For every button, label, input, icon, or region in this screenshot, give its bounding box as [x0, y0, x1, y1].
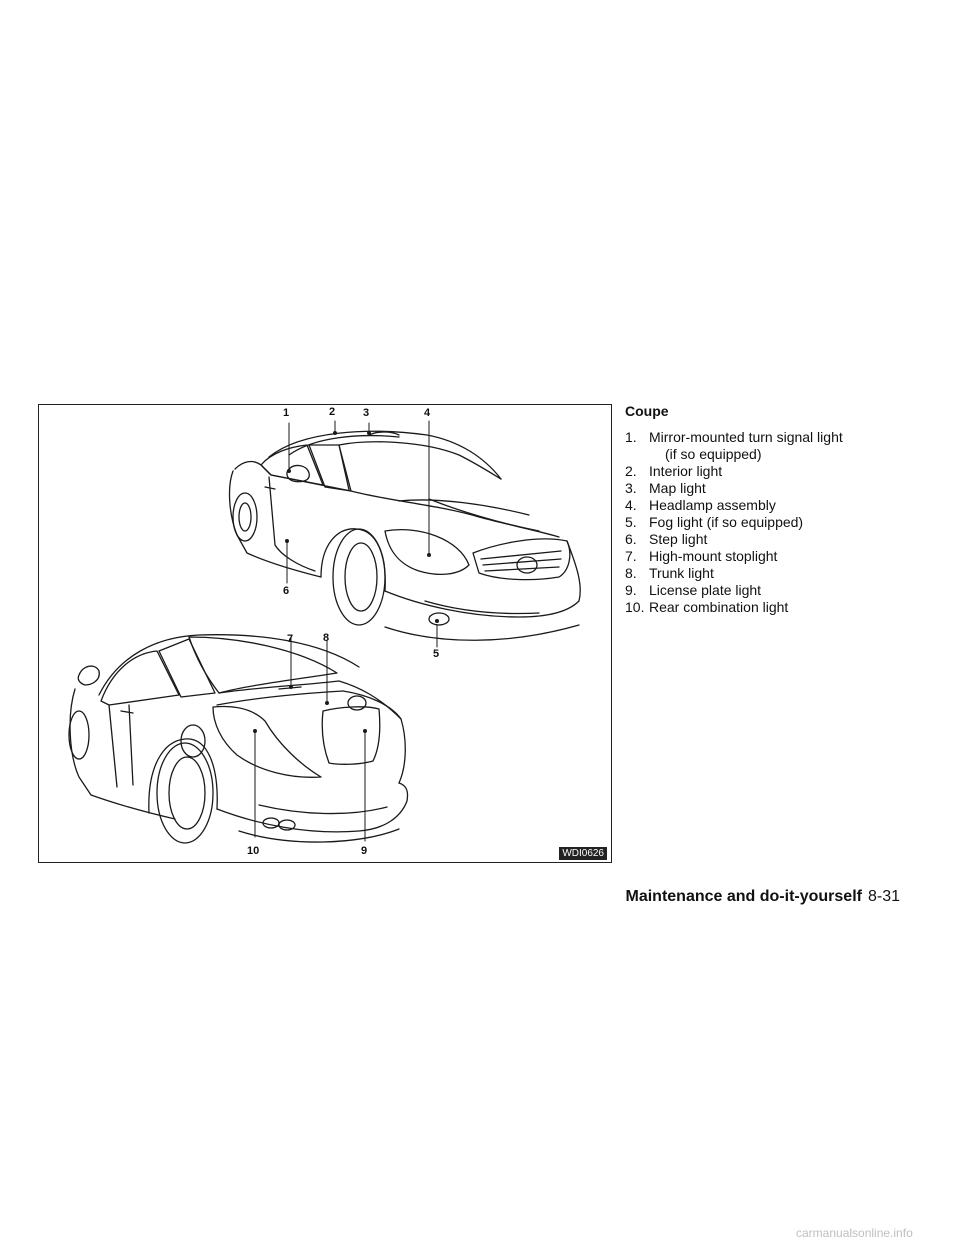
callout-4: 4: [424, 407, 431, 419]
list-item-label: License plate light: [649, 582, 762, 598]
leader-lines: [255, 421, 440, 841]
section-title: Maintenance and do-it-yourself: [625, 888, 862, 905]
list-item: [625, 582, 925, 599]
list-item-label: Map light: [649, 480, 706, 496]
callout-9: 9: [361, 845, 368, 857]
list-item-label: Rear combination light: [649, 599, 789, 615]
list-item-label: Mirror-mounted turn signal light: [649, 429, 843, 445]
list-item-number: 8.: [625, 565, 637, 581]
vehicle-lights-figure: [38, 404, 612, 863]
list-item: [625, 463, 925, 480]
watermark: carmanualsonline.info: [796, 1226, 913, 1240]
callout-6: 6: [283, 585, 290, 597]
callout-1: 1: [283, 407, 290, 419]
page-footer: [626, 888, 901, 906]
list-item-label: Interior light: [649, 463, 723, 479]
light-legend: [625, 403, 925, 616]
list-item-number: 5.: [625, 514, 637, 530]
list-item-text: [649, 429, 925, 463]
front-view-car: [230, 431, 581, 640]
list-item-number: 2.: [625, 463, 637, 479]
callout-8: 8: [323, 632, 330, 644]
list-item-number: 4.: [625, 497, 637, 513]
callout-3: 3: [363, 407, 370, 419]
list-item-label: Headlamp assembly: [649, 497, 776, 513]
callout-5: 5: [433, 648, 440, 660]
list-item-sublabel: (if so equipped): [665, 446, 762, 462]
figure-code: WDI0626: [559, 847, 607, 860]
list-item: [625, 548, 925, 565]
list-item: [625, 514, 925, 531]
list-item: [625, 531, 925, 548]
legend-heading: Coupe: [625, 403, 669, 419]
list-item-number: 3.: [625, 480, 637, 496]
list-item: [625, 480, 925, 497]
list-item-label: Trunk light: [649, 565, 714, 581]
list-item-number: 7.: [625, 548, 637, 564]
rear-view-car: [69, 635, 408, 843]
list-item-label: High-mount stoplight: [649, 548, 778, 564]
list-item: [625, 565, 925, 582]
list-item-number: 6.: [625, 531, 637, 547]
list-item: [625, 497, 925, 514]
list-item-number: 1.: [625, 429, 637, 445]
list-item: [625, 429, 925, 463]
list-item-number: 10.: [625, 599, 645, 615]
callout-10: 10: [247, 845, 260, 857]
callout-7: 7: [287, 633, 294, 645]
legend-list: [625, 429, 925, 616]
callout-2: 2: [329, 406, 336, 418]
page-number: 8-31: [867, 888, 900, 905]
list-item-label: Step light: [649, 531, 708, 547]
list-item: [625, 599, 925, 616]
list-item-number: 9.: [625, 582, 637, 598]
list-item-label: Fog light (if so equipped): [649, 514, 804, 530]
